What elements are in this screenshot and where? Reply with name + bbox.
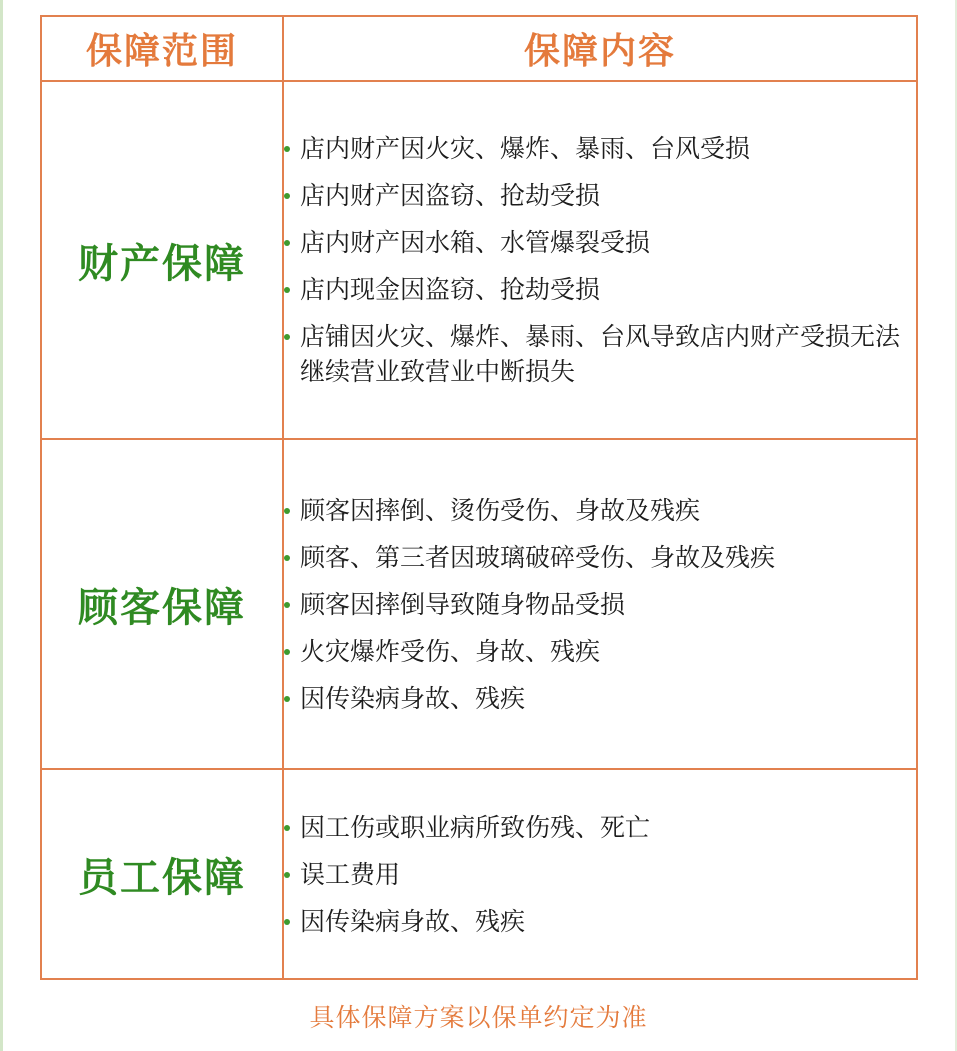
- bullet-dot-icon: [284, 508, 290, 514]
- list-item: [284, 634, 916, 669]
- list-item-text: 店内财产因盗窃、抢劫受损: [300, 181, 601, 210]
- list-item: [284, 587, 916, 622]
- bullet-dot-icon: [284, 872, 290, 878]
- bullet-dot-icon: [284, 649, 290, 655]
- list-item-text: 店内现金因盗窃、抢劫受损: [300, 275, 601, 304]
- table-row-customer: [41, 439, 917, 769]
- list-item: [284, 493, 916, 528]
- list-item-text: 店铺因火灾、爆炸、暴雨、台风导致店内财产受损无法继续营业致营业中断损失: [300, 322, 901, 386]
- list-item-text: 顾客因摔倒、烫伤受伤、身故及残疾: [300, 495, 701, 525]
- bullet-dot-icon: [284, 193, 290, 199]
- table-row-employee: [41, 769, 917, 979]
- bullet-dot-icon: [284, 696, 290, 702]
- list-item-text: 顾客因摔倒导致随身物品受损: [300, 589, 626, 619]
- list-item: [284, 857, 916, 892]
- list-item: [284, 681, 916, 716]
- item-list: [284, 810, 916, 939]
- list-item-text: 店内财产因火灾、爆炸、暴雨、台风受损: [300, 134, 751, 163]
- bullet-dot-icon: [284, 602, 290, 608]
- table-header-row: [41, 16, 917, 81]
- footnote: 具体保障方案以保单约定为准: [309, 1003, 648, 1032]
- bullet-dot-icon: [284, 287, 290, 293]
- bullet-dot-icon: [284, 555, 290, 561]
- page-left-edge: [0, 0, 3, 1051]
- header-scope: 保障范围: [41, 16, 283, 81]
- scope-customer: 顾客保障: [41, 439, 283, 769]
- list-item: [284, 904, 916, 939]
- bullet-dot-icon: [284, 334, 290, 340]
- list-item: [284, 131, 916, 166]
- list-item-text: 误工费用: [300, 859, 401, 889]
- item-list: [284, 131, 916, 389]
- item-list: [284, 493, 916, 716]
- scope-employee: 员工保障: [41, 769, 283, 979]
- table-row-property: [41, 81, 917, 439]
- list-item: [284, 272, 916, 307]
- list-item-text: 火灾爆炸受伤、身故、残疾: [300, 636, 601, 666]
- list-item: [284, 178, 916, 213]
- list-item-text: 顾客、第三者因玻璃破碎受伤、身故及残疾: [300, 542, 776, 572]
- bullet-dot-icon: [284, 825, 290, 831]
- scope-property: 财产保障: [41, 81, 283, 439]
- content-employee: [283, 769, 917, 979]
- header-content: 保障内容: [283, 16, 917, 81]
- list-item-text: 因传染病身故、残疾: [300, 683, 526, 713]
- bullet-dot-icon: [284, 240, 290, 246]
- coverage-table: [40, 15, 918, 980]
- list-item: [284, 319, 916, 389]
- list-item: [284, 540, 916, 575]
- list-item: [284, 810, 916, 845]
- content-property: [283, 81, 917, 439]
- list-item-text: 因工伤或职业病所致伤残、死亡: [300, 812, 651, 842]
- list-item: [284, 225, 916, 260]
- content-customer: [283, 439, 917, 769]
- bullet-dot-icon: [284, 146, 290, 152]
- bullet-dot-icon: [284, 919, 290, 925]
- list-item-text: 店内财产因水箱、水管爆裂受损: [300, 228, 651, 257]
- list-item-text: 因传染病身故、残疾: [300, 906, 526, 936]
